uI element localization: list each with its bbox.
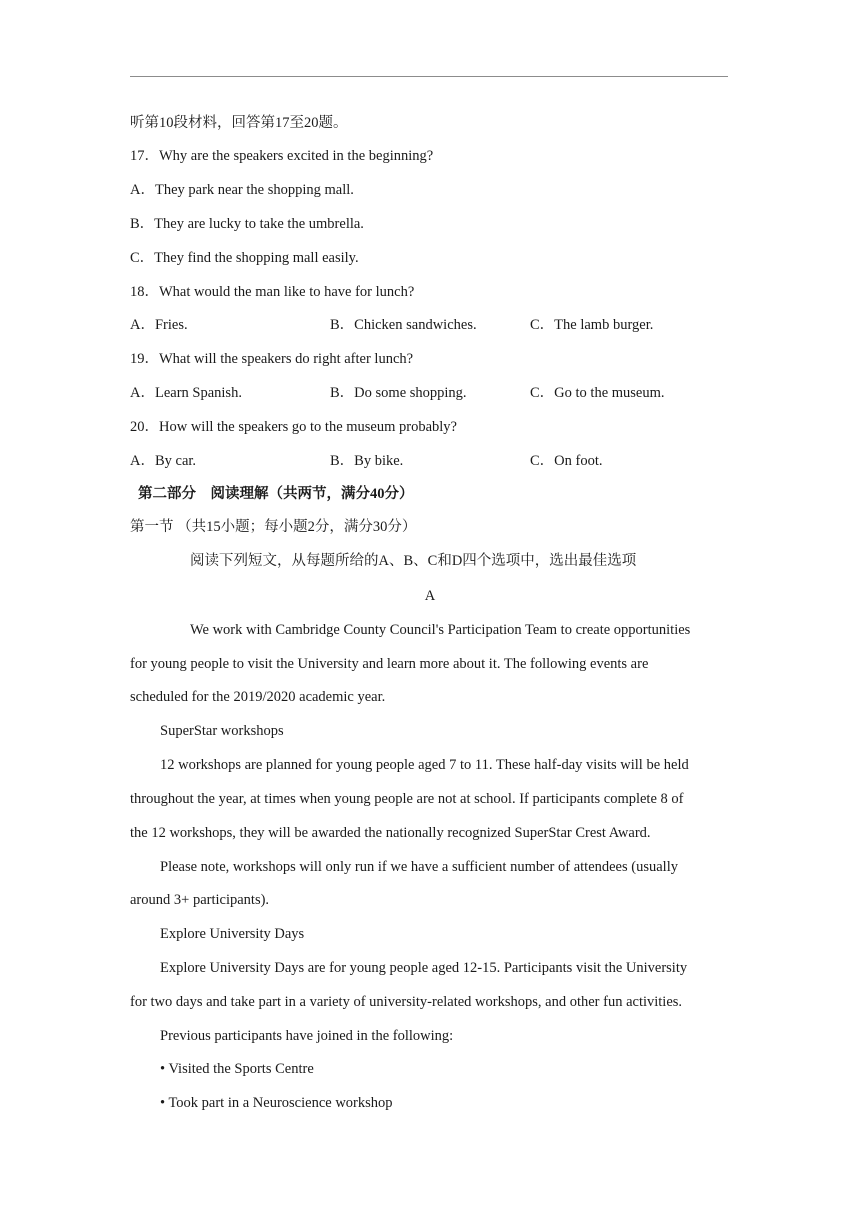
- passage-line: around 3+ participants).: [130, 892, 270, 908]
- question-18-option-c: C．The lamb burger.: [530, 317, 654, 333]
- question-20-option-b: B．By bike.: [330, 453, 404, 469]
- question-19-option-c: C．Go to the museum.: [530, 385, 665, 401]
- passage-subheading: SuperStar workshops: [160, 723, 284, 739]
- passage-line: the 12 workshops, they will be awarded the nationally recognized SuperStar Crest Award.: [130, 825, 651, 841]
- passage-line: throughout the year, at times when young people are not at school. If participants complete 8 of: [130, 791, 684, 807]
- question-17-option-c: C．They find the shopping mall easily.: [130, 250, 359, 266]
- listening-intro: 听第10段材料，回答第17至20题。: [130, 115, 348, 131]
- question-19: 19．What will the speakers do right after lunch?: [130, 351, 414, 367]
- passage-subheading: Explore University Days: [160, 926, 305, 942]
- question-19-option-b: B．Do some shopping.: [330, 385, 467, 401]
- question-20: 20．How will the speakers go to the museum probably?: [130, 419, 457, 435]
- passage-line: Previous participants have joined in the following:: [160, 1028, 454, 1044]
- passage-line: for young people to visit the University and learn more about it. The following events are: [130, 656, 649, 672]
- passage-label: A: [424, 588, 436, 604]
- question-17: 17．Why are the speakers excited in the beginning?: [130, 148, 434, 164]
- passage-line: Explore University Days are for young people aged 12-15. Participants visit the University: [160, 960, 688, 976]
- section1-heading: 第一节 （共15小题；每小题2分，满分30分）: [130, 519, 417, 535]
- passage-bullet: • Visited the Sports Centre: [160, 1061, 314, 1077]
- passage-line: 12 workshops are planned for young people aged 7 to 11. These half-day visits will be held: [160, 757, 689, 773]
- passage-bullet: • Took part in a Neuroscience workshop: [160, 1095, 393, 1111]
- question-18-option-b: B．Chicken sandwiches.: [330, 317, 477, 333]
- passage-line: Please note, workshops will only run if we have a sufficient number of attendees (usually: [160, 859, 678, 875]
- part2-heading: 第二部分 阅读理解（共两节，满分40分）: [138, 486, 414, 502]
- question-18-option-a: A．Fries.: [130, 317, 188, 333]
- question-19-option-a: A．Learn Spanish.: [130, 385, 242, 401]
- passage-line: for two days and take part in a variety of university-related workshops, and other fun activities.: [130, 994, 683, 1010]
- reading-instruction: 阅读下列短文，从每题所给的A、B、C和D四个选项中，选出最佳选项: [190, 553, 637, 569]
- header-rule: [130, 76, 728, 77]
- question-17-option-a: A．They park near the shopping mall.: [130, 182, 354, 198]
- question-17-option-b: B．They are lucky to take the umbrella.: [130, 216, 364, 232]
- question-20-option-a: A．By car.: [130, 453, 197, 469]
- question-18: 18．What would the man like to have for lunch?: [130, 284, 415, 300]
- passage-line: We work with Cambridge County Council's Participation Team to create opportunities: [190, 622, 691, 638]
- question-20-option-c: C．On foot.: [530, 453, 603, 469]
- passage-line: scheduled for the 2019/2020 academic year.: [130, 689, 386, 705]
